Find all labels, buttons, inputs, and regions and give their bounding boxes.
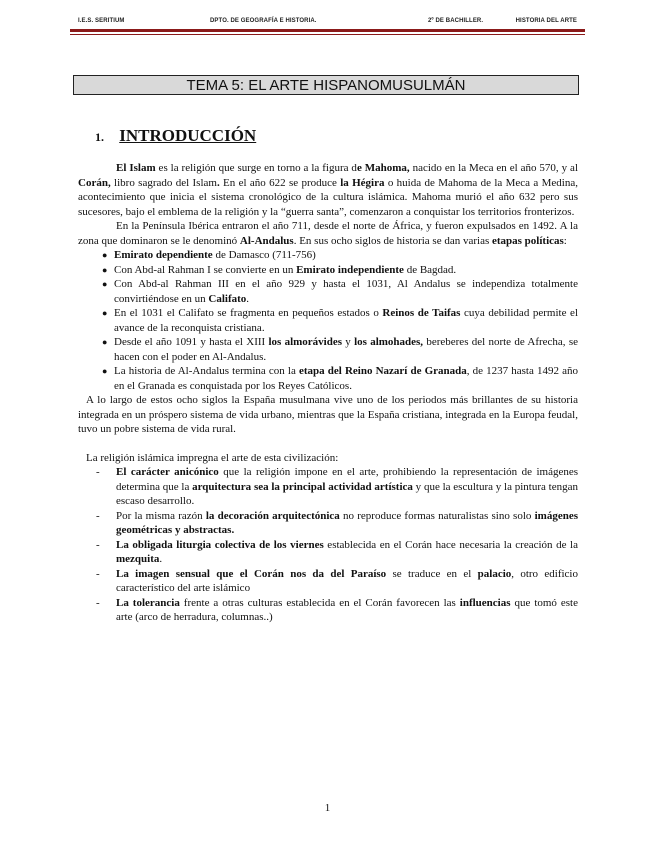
section-title: INTRODUCCIÓN bbox=[119, 126, 257, 145]
list-item: ● Emirato dependiente de Damasco (711-756) bbox=[102, 249, 316, 261]
paragraph-eight-centuries: A lo largo de estos ocho siglos la España musulmana vive uno de los periodos más brillantes de su historia integrada en un próspero sistema de vida urbano, mientras que la España cristiana, integrada en la Europa feudal, tuvo un pobre sistema de vida rural. bbox=[78, 394, 578, 435]
list-item: ● En el 1031 el Califato se fragmenta en pequeños estados o Reinos de Taifas cuya debilidad permite el avance de la reconquista cristiana. bbox=[102, 307, 578, 334]
page-title: TEMA 5: EL ARTE HISPANOMUSULMÁN bbox=[73, 75, 579, 95]
political-stages-list bbox=[78, 248, 578, 393]
list-item: ● Desde el año 1091 y hasta el XIII los almorávides y los almohades, bereberes del norte de Afrecha, se hacen con el poder en Al-Andalus. bbox=[102, 336, 578, 363]
header-subject: HISTORIA DEL ARTE bbox=[515, 18, 577, 24]
header-department: DPTO. DE GEOGRAFÍA E HISTORIA. bbox=[210, 18, 317, 24]
list-item: - Por la misma razón la decoración arquitectónica no reproduce formas naturalistas sino solo imágenes geométricas y abstractas. bbox=[96, 509, 578, 536]
list-item: ● Con Abd-al Rahman I se convierte en un Emirato independiente de Bagdad. bbox=[102, 263, 457, 276]
header-school: I.E.S. SERITIUM bbox=[78, 18, 125, 24]
paragraph-islam: El Islam es la religión que surge en torno a la figura de Mahoma, nacido en la Meca en el año 570, y al Corán, libro sagrado del Islam. En el año 622 se produce la Hégira o huida de Mahoma de la Meca a Medina, acontecimiento que inicia el sistema cronológico de la cultura islámica. Mahoma murió el año 632 pero sus sucesores, bajo el emblema de la religión y la “guerra santa”, comenzaron a conquistar los territorios fronterizos. bbox=[78, 162, 578, 218]
paragraph-religion: La religión islámica impregna el arte de esta civilización: bbox=[86, 451, 339, 464]
document-body bbox=[78, 161, 578, 625]
list-item: - La tolerancia frente a otras culturas establecida en el Corán favorecen las influencias que tomó este arte (arco de herradura, columnas..) bbox=[96, 596, 578, 623]
list-item: ● Con Abd-al Rahman III en el año 929 y hasta el 1031, Al Andalus se independiza totalmente convirtiéndose en un Califato. bbox=[102, 278, 578, 305]
header-rule-thick bbox=[70, 29, 585, 32]
paragraph-al-andalus: En la Península Ibérica entraron el año 711, desde el norte de África, y fueron expulsados en 1492. A la zona que dominaron se le denominó Al-Andalus. En sus ocho siglos de historia se dan varias etapas políticas: bbox=[78, 220, 578, 247]
section-number: 1. bbox=[95, 130, 104, 144]
list-item: - La obligada liturgia colectiva de los viernes establecida en el Corán hace necesaria la creación de la mezquita. bbox=[96, 538, 578, 565]
page-number: 1 bbox=[324, 802, 331, 814]
section-heading bbox=[95, 126, 256, 146]
list-item: ● La historia de Al-Andalus termina con la etapa del Reino Nazarí de Granada, de 1237 hasta 1492 año en el Granada es conquistada por los Reyes Católicos. bbox=[102, 365, 578, 392]
header-rule-thin bbox=[70, 34, 585, 35]
list-item: - El carácter anicónico que la religión impone en el arte, prohibiendo la representación de imágenes determina que la arquitectura sea la principal actividad artística y que la escultura y la pintura tengan escaso desarrollo. bbox=[96, 466, 578, 507]
list-item: - La imagen sensual que el Corán nos da del Paraíso se traduce en el palacio, otro edificio característico del arte islámico bbox=[96, 567, 578, 594]
header-course: 2º DE BACHILLER. bbox=[428, 18, 484, 24]
religion-influence-list bbox=[78, 465, 578, 625]
